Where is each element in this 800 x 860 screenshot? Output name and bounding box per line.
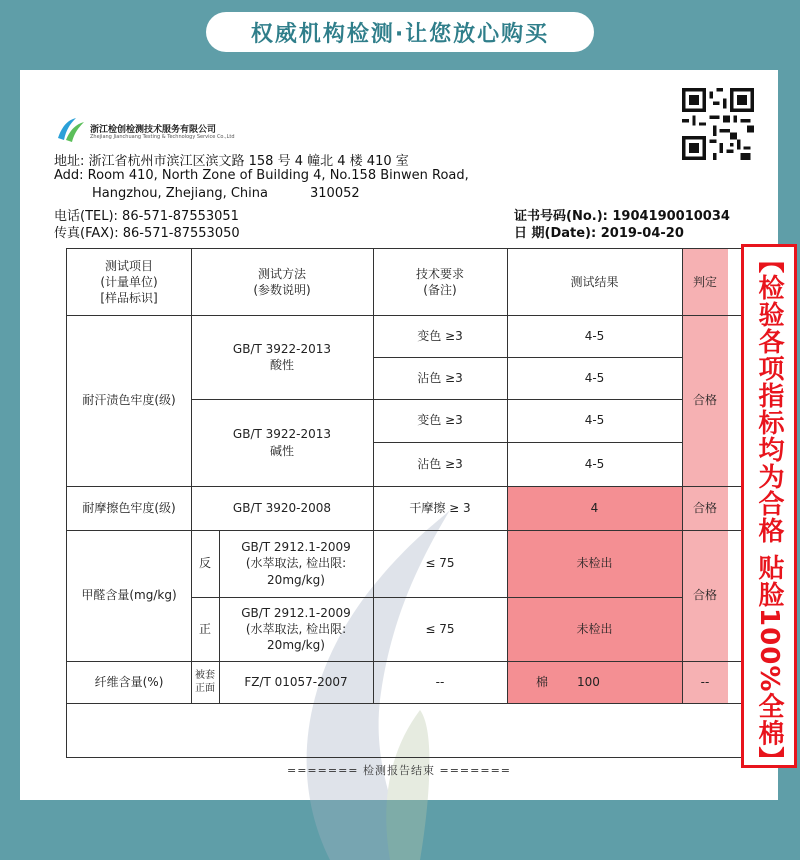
report-end-line: ======= 检测报告结束 =======	[286, 764, 512, 777]
test-report-page	[20, 70, 778, 800]
formaldehyde-result: 未检出	[576, 621, 613, 636]
fiber-method: FZ/T 01057-2007	[244, 674, 348, 689]
formaldehyde-judgement: 合格	[692, 588, 717, 603]
address-en-line1: Add: Room 410, North Zone of Building 4, No.158 Binwen Road,	[54, 168, 469, 183]
tel: 电话(TEL): 86-571-87553051	[54, 209, 239, 224]
formaldehyde-requirement: ≤ 75	[425, 621, 455, 636]
fiber-part: 被套 正面	[195, 669, 215, 694]
formaldehyde-label: 甲醛含量(mg/kg)	[81, 588, 177, 603]
fiber-result-value: 100	[577, 674, 600, 689]
sweat-fastness-label: 耐汗渍色牢度(级)	[82, 393, 176, 408]
fiber-requirement: --	[435, 674, 445, 689]
result-value: 4-5	[584, 370, 605, 385]
qr-code-icon	[682, 88, 754, 160]
sweat-acid-method: GB/T 3922-2013 酸性	[232, 341, 332, 372]
header-test-item: 测试项目 (计量单位) [样品标识]	[100, 258, 158, 306]
req-color-change: 变色 ≥3	[417, 413, 463, 428]
rubbing-method: GB/T 3920-2008	[232, 500, 332, 515]
header-test-method: 测试方法 (参数说明)	[253, 266, 311, 297]
side-promo-banner	[741, 244, 797, 774]
formaldehyde-side-back: 反	[198, 556, 211, 571]
address-en-line2: Hangzhou, Zhejiang, China	[92, 186, 268, 201]
result-value: 4-5	[584, 456, 605, 471]
req-staining: 沾色 ≥3	[417, 456, 463, 471]
side-promo-text: 【检验各项指标均为合格 贴脸100%全棉】	[754, 247, 784, 774]
fiber-content-label: 纤维含量(%)	[94, 674, 164, 689]
fiber-result-name: 棉	[535, 674, 548, 689]
formaldehyde-method: GB/T 2912.1-2009 (水萃取法, 检出限: 20mg/kg)	[241, 605, 351, 653]
rubbing-judgement: 合格	[692, 500, 717, 515]
result-value: 4-5	[584, 413, 605, 428]
sweat-alkaline-method: GB/T 3922-2013 碱性	[232, 427, 332, 458]
company-name-cn: 浙江检创检测技术服务有限公司	[90, 125, 217, 135]
header-result: 测试结果	[570, 274, 619, 289]
report-date: 日 期(Date): 2019-04-20	[514, 226, 684, 241]
header-requirement: 技术要求 (备注)	[415, 266, 464, 297]
rubbing-requirement: 干摩擦 ≥ 3	[409, 500, 471, 515]
formaldehyde-method: GB/T 2912.1-2009 (水萃取法, 检出限: 20mg/kg)	[241, 540, 351, 587]
address-cn: 地址: 浙江省杭州市滨江区滨文路 158 号 4 幢北 4 楼 410 室	[54, 154, 409, 169]
postcode: 310052	[310, 186, 360, 201]
top-banner: 权威机构检测·让您放心购买	[206, 12, 594, 52]
formaldehyde-side-front: 正	[198, 621, 211, 636]
sweat-judgement: 合格	[692, 393, 717, 408]
formaldehyde-result: 未检出	[576, 556, 613, 571]
result-value: 4-5	[584, 328, 605, 343]
company-logo-icon	[54, 116, 86, 144]
fiber-judgement: --	[700, 674, 710, 689]
req-color-change: 变色 ≥3	[417, 328, 463, 343]
fax: 传真(FAX): 86-571-87553050	[54, 226, 240, 241]
company-name-en: Zhejiang Jianchuang Testing & Technology Service Co.,Ltd	[90, 134, 235, 140]
certificate-number: 证书号码(No.): 1904190010034	[514, 209, 730, 224]
req-staining: 沾色 ≥3	[417, 370, 463, 385]
rubbing-fastness-label: 耐摩擦色牢度(级)	[82, 500, 176, 515]
formaldehyde-requirement: ≤ 75	[425, 556, 455, 571]
result-table	[66, 248, 760, 758]
rubbing-result: 4	[590, 500, 599, 515]
header-judgement: 判定	[692, 274, 717, 289]
